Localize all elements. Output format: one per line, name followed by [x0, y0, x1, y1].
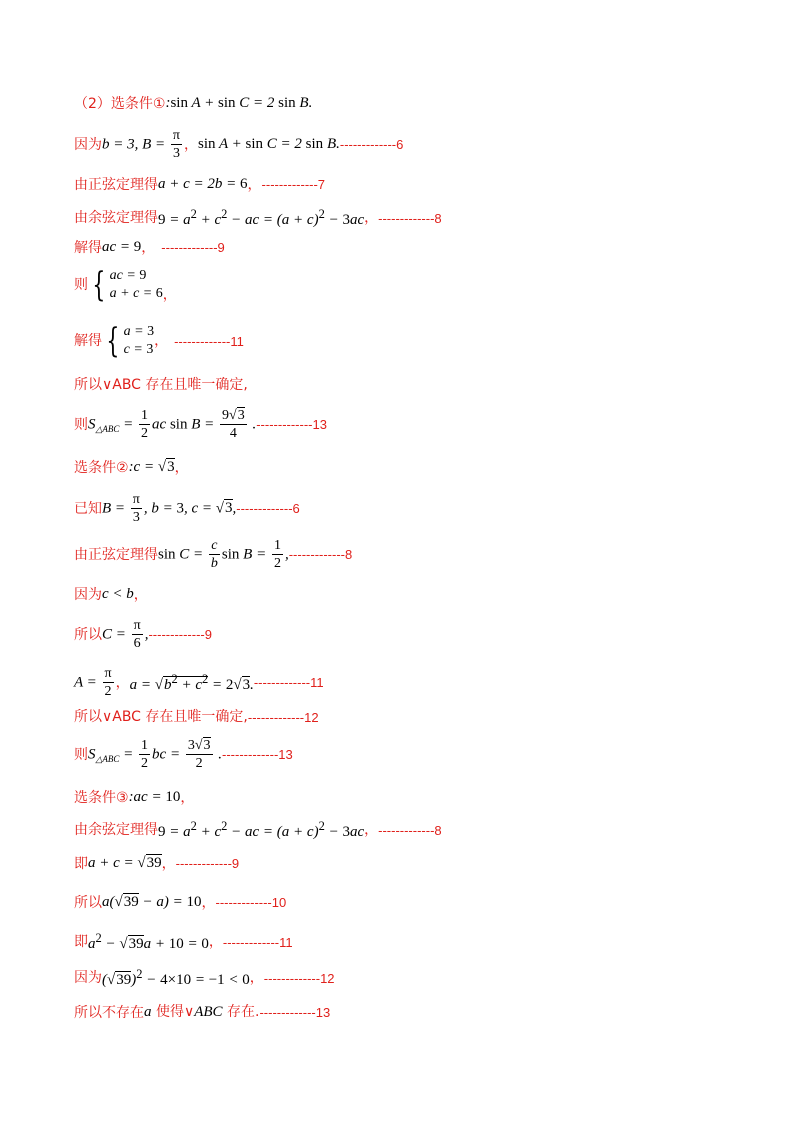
math-expression: c < b	[102, 586, 134, 602]
fraction: $\frac{1}{2}$	[141, 408, 149, 442]
solution-line	[74, 240, 225, 255]
line-text: 解得	[74, 239, 102, 256]
line-text: 则	[74, 277, 88, 293]
comma: ，	[364, 210, 379, 226]
line-text: 所以	[74, 894, 102, 911]
line-text: 已知	[74, 500, 102, 517]
comma: ，	[208, 934, 223, 950]
score-marker: -------------6	[236, 501, 300, 517]
math-expression: sin A + sin C = 2 sin B.	[198, 136, 340, 153]
line-text: 使得∨ABC 存在.	[151, 1004, 260, 1020]
solution-line	[74, 968, 335, 988]
condition-label: 选条件③	[74, 789, 129, 806]
solution-line	[74, 895, 286, 910]
score-marker: -------------13	[259, 1005, 331, 1020]
solution-line	[74, 932, 293, 952]
solution-line	[74, 710, 319, 724]
comma: ，	[180, 789, 195, 806]
comma: ，	[141, 239, 156, 256]
fraction: $\frac{c}{b}$	[210, 538, 218, 572]
solution-line	[74, 666, 324, 700]
score-marker: -------------12	[263, 970, 335, 986]
line-text: 因为	[74, 136, 102, 153]
score-marker: -------------13	[256, 417, 327, 433]
solution-part2-header	[74, 96, 312, 111]
fraction: $\frac{\pi}{6}$	[133, 618, 141, 652]
comma: ，	[115, 674, 130, 691]
fraction: $\frac{\pi}{2}$	[104, 666, 112, 700]
math-expression: :sin A + sin C = 2 sin B.	[165, 95, 313, 111]
solution-line	[74, 790, 194, 805]
score-marker: -------------13	[222, 747, 293, 763]
solution-line	[74, 820, 442, 840]
fraction: $\frac{\pi}{3}$	[172, 128, 180, 162]
math-expression: ac = 9	[102, 239, 142, 255]
math-expression: a + c = √39	[88, 855, 162, 871]
equation-system: { ac = 9 a + c = 6	[92, 265, 163, 305]
fraction: $\frac{1}{2}$	[141, 738, 149, 772]
math-expression: $9 = a^2 + c^2$ − ac = $(a + c)^2 - 3ac$	[158, 819, 365, 840]
score-marker: -------------7	[261, 177, 326, 192]
score-marker: -------------9	[148, 627, 212, 643]
fraction: $\frac{9√3}{4}$	[222, 408, 245, 442]
math-expression: a	[144, 1004, 152, 1020]
line-text: 解得	[74, 333, 102, 349]
line-text: 所以∨ABC 存在且唯一确定,	[74, 377, 248, 393]
line-text: 由正弦定理得	[74, 546, 158, 563]
line-text: 即	[74, 855, 88, 872]
solution-line	[74, 738, 293, 772]
line-text: 因为	[74, 586, 102, 603]
math-expression: A = $\frac{\pi}{2}$	[74, 666, 112, 700]
fraction: $\frac{1}{2}$	[273, 538, 281, 572]
math-expression: C = $\frac{\pi}{6}$ ,	[102, 618, 149, 652]
score-marker: -------------8	[378, 210, 442, 226]
score-marker: -------------8	[378, 822, 442, 838]
fraction: $\frac{\pi}{3}$	[132, 492, 140, 526]
score-marker: -------------11	[222, 934, 293, 950]
comma: ，	[162, 287, 177, 303]
math-expression: sin C = $\frac{c}{b}$ sin B = $\frac{1}{2}$ ,	[158, 538, 289, 572]
line-text: 即	[74, 934, 88, 950]
solution-line	[74, 618, 212, 652]
score-marker: -------------9	[175, 856, 240, 871]
line-text: 则	[74, 416, 88, 433]
line-text: 则	[74, 746, 88, 763]
score-marker: -------------10	[215, 895, 287, 910]
comma: ，	[161, 855, 176, 872]
fraction: $\frac{3√3}{2}$	[187, 738, 211, 772]
comma: ，	[364, 822, 379, 838]
comma: ，	[249, 970, 264, 986]
solution-line	[74, 321, 244, 361]
line-text: 因为	[74, 970, 102, 986]
solution-line	[74, 177, 325, 192]
math-expression: $a = √b^2 + c^2 = 2√3$.	[129, 671, 254, 693]
line-text: 由正弦定理得	[74, 176, 158, 193]
line-text: 由余弦定理得	[74, 822, 158, 838]
math-expression: a(√39 − a) = 10	[102, 894, 202, 910]
math-expression: $(√39)^2 - 4\times 10 = -1 < 0$	[102, 967, 250, 988]
solution-line	[74, 378, 248, 392]
math-expression: $S_{\triangle ABC}$ = $\frac{1}{2}$ ac sin B = $\frac{9√3}{4}$ .	[88, 408, 257, 442]
line-text: 所以不存在	[74, 1004, 144, 1021]
solution-line	[74, 208, 442, 228]
line-text: 由余弦定理得	[74, 210, 158, 226]
solution-line	[74, 460, 189, 475]
line-text: 所以	[74, 626, 102, 643]
math-expression: B = $\frac{\pi}{3}$ , b = 3, c = √3,	[102, 492, 237, 526]
solution-line	[74, 492, 300, 526]
solution-line	[74, 408, 327, 442]
solution-line	[74, 587, 148, 602]
score-marker: -------------12	[247, 709, 319, 725]
comma: ，	[133, 586, 148, 603]
comma: ，	[174, 459, 189, 476]
score-marker: -------------6	[339, 137, 404, 153]
comma: ，	[201, 894, 216, 911]
comma: ，	[247, 176, 262, 193]
comma: ，	[184, 136, 198, 153]
solution-line	[74, 265, 177, 305]
condition-label: 选条件②	[74, 459, 129, 476]
comma: ，	[154, 333, 169, 349]
math-expression: $9 = a^2 + c^2$ − ac = $(a + c)^2 - 3ac$	[158, 207, 365, 228]
line-text: 所以∨ABC 存在且唯一确定,	[74, 709, 248, 725]
math-expression: :c = √3	[128, 459, 175, 475]
solution-line	[74, 538, 352, 572]
score-marker: -------------11	[174, 333, 244, 349]
score-marker: -------------9	[161, 240, 225, 255]
score-marker: -------------8	[288, 547, 353, 563]
solution-line	[74, 1005, 330, 1020]
math-expression: b = 3, B = $\frac{\pi}{3}$	[102, 128, 180, 162]
solution-line	[74, 128, 403, 162]
math-expression: :ac = 10	[128, 789, 181, 805]
math-expression: $a^2 - √39a + 10 = 0$	[88, 931, 209, 952]
math-expression: a + c = 2b = 6	[158, 176, 248, 192]
solution-line	[74, 856, 239, 871]
score-marker: -------------11	[253, 675, 324, 691]
math-expression: $S_{\triangle ABC}$ = $\frac{1}{2}$ bc = $\frac{3√3}{2}$ .	[88, 738, 223, 772]
condition-label: （2）选条件①	[74, 95, 166, 112]
equation-system: { a = 3 c = 3	[106, 321, 155, 361]
